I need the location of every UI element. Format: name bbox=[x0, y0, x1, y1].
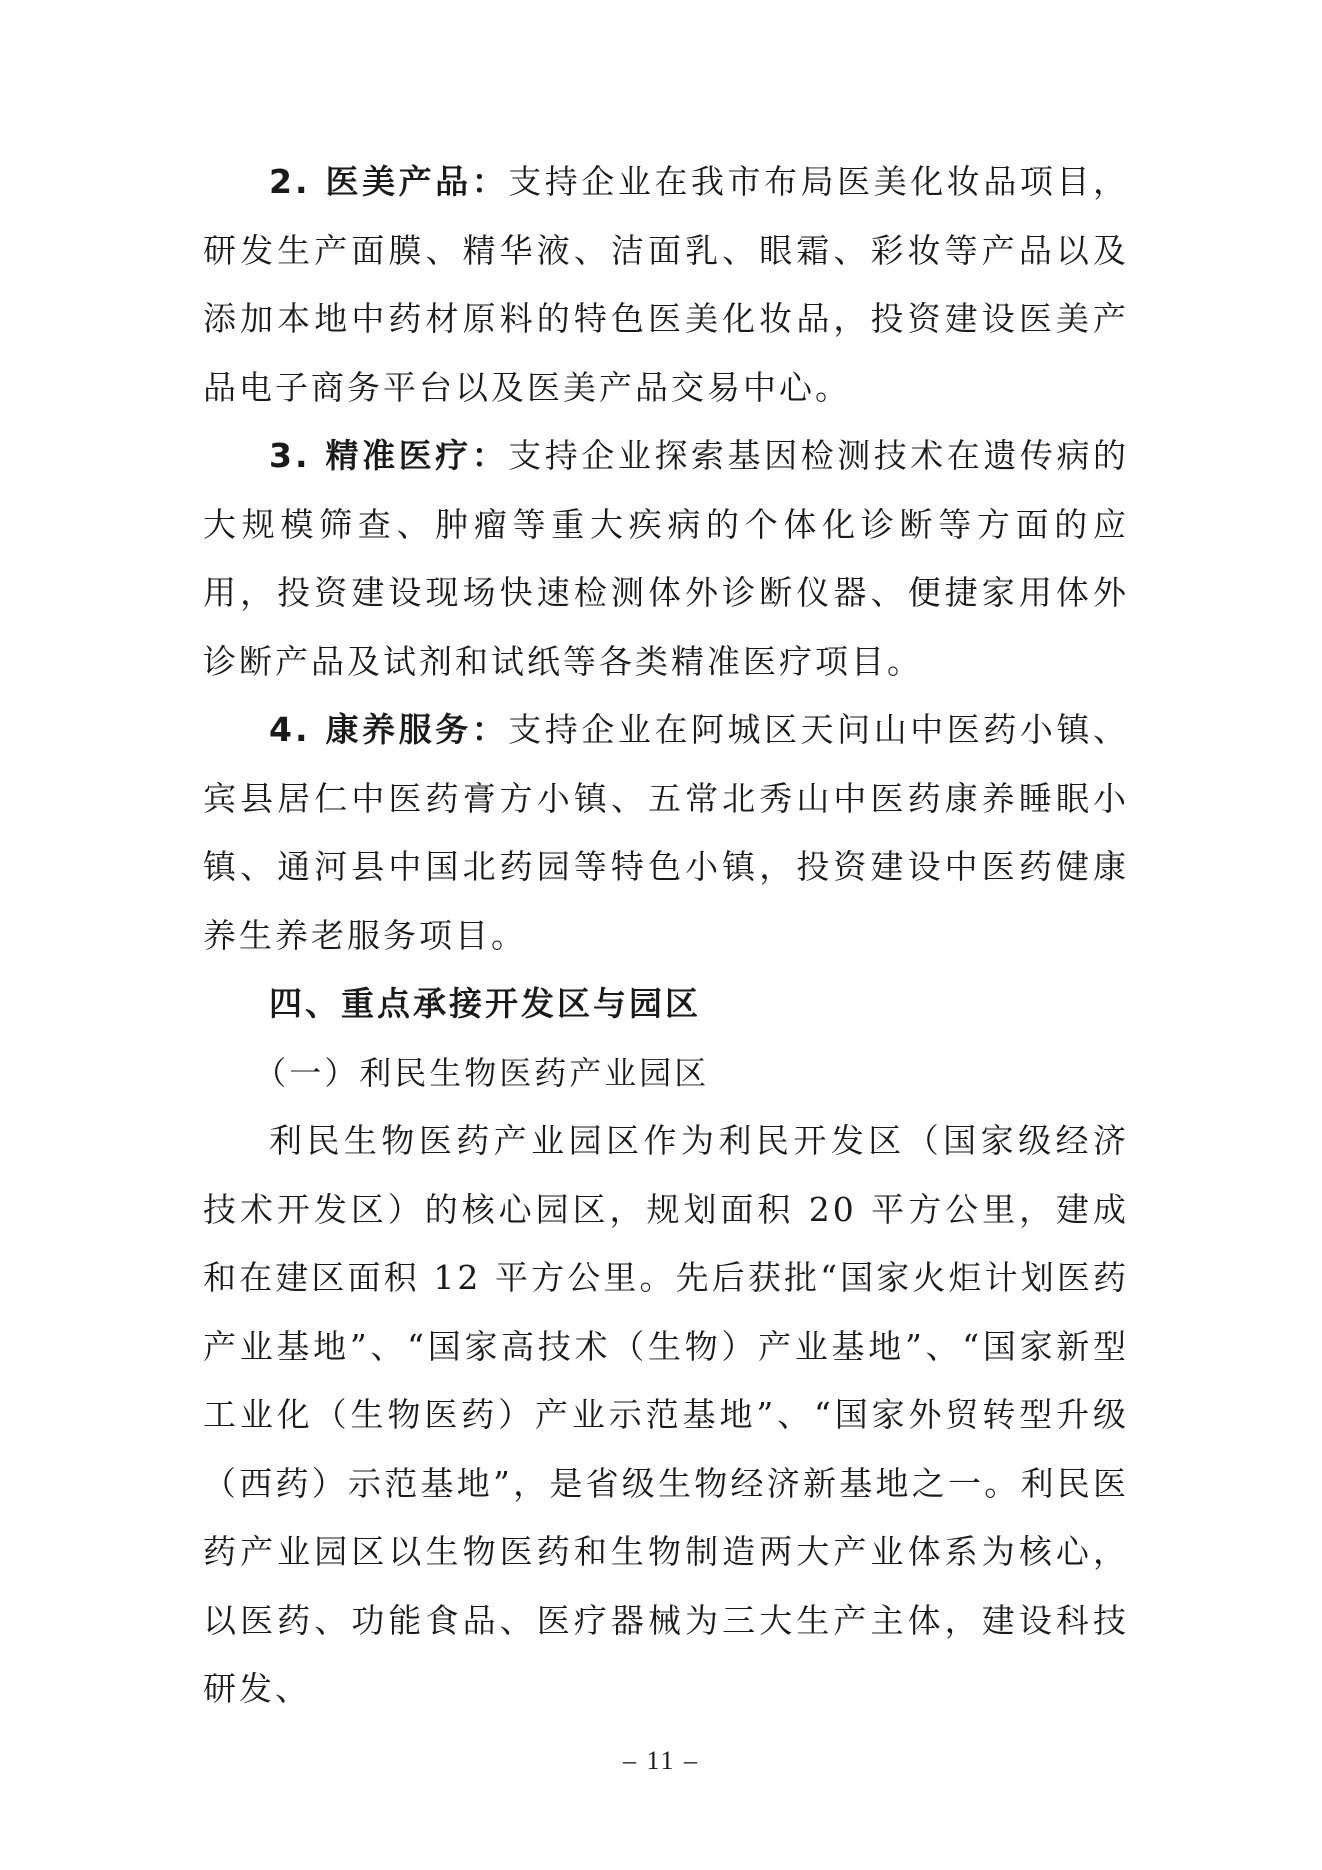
page-content bbox=[203, 148, 1129, 1724]
paragraph-text: 支持企业在阿城区天问山中医药小镇、宾县居仁中医药膏方小镇、五常北秀山中医药康养睡眠小镇、通河县中国北药园等特色小镇，投资建设中医药健康养生养老服务项目。 bbox=[203, 710, 1129, 955]
paragraph-lead: 4. 康养服务： bbox=[269, 710, 509, 749]
paragraph-lead: 2. 医美产品： bbox=[269, 162, 509, 201]
paragraph-limin-park: 利民生物医药产业园区作为利民开发区（国家级经济技术开发区）的核心园区，规划面积 20 平方公里，建成和在建区面积 12 平方公里。先后获批“国家火炬计划医药产业基地”、“国家高技术（生物）产业基地”、“国家新型工业化（生物医药）产业示范基地”、“国家外贸转型升级（西药）示范基地”，是省级生物经济新基地之一。利民医药产业园区以生物医药和生物制造两大产业体系为核心，以医药、功能食品、医疗器械为三大生产主体，建设科技研发、 bbox=[203, 1121, 1129, 1708]
page-number: – 11 – bbox=[622, 1746, 700, 1775]
paragraph-lead: 3. 精准医疗： bbox=[269, 436, 509, 475]
paragraph-text: 支持企业探索基因检测技术在遗传病的大规模筛查、肿瘤等重大疾病的个体化诊断等方面的应用，投资建设现场快速检测体外诊断仪器、便捷家用体外诊断产品及试剂和试纸等各类精准医疗项目。 bbox=[203, 436, 1129, 681]
paragraph-precision-medicine bbox=[203, 422, 1129, 696]
paragraph-text: 支持企业在我市布局医美化妆品项目，研发生产面膜、精华液、洁面乳、眼霜、彩妆等产品以及添加本地中药材原料的特色医美化妆品，投资建设医美产品电子商务平台以及医美产品交易中心。 bbox=[203, 162, 1129, 407]
subsection-heading: （一）利民生物医药产业园区 bbox=[254, 1053, 710, 1092]
paragraph-medical-beauty bbox=[203, 148, 1129, 422]
paragraph-wellness-services bbox=[203, 696, 1129, 970]
section-heading: 四、重点承接开发区与园区 bbox=[269, 984, 701, 1023]
